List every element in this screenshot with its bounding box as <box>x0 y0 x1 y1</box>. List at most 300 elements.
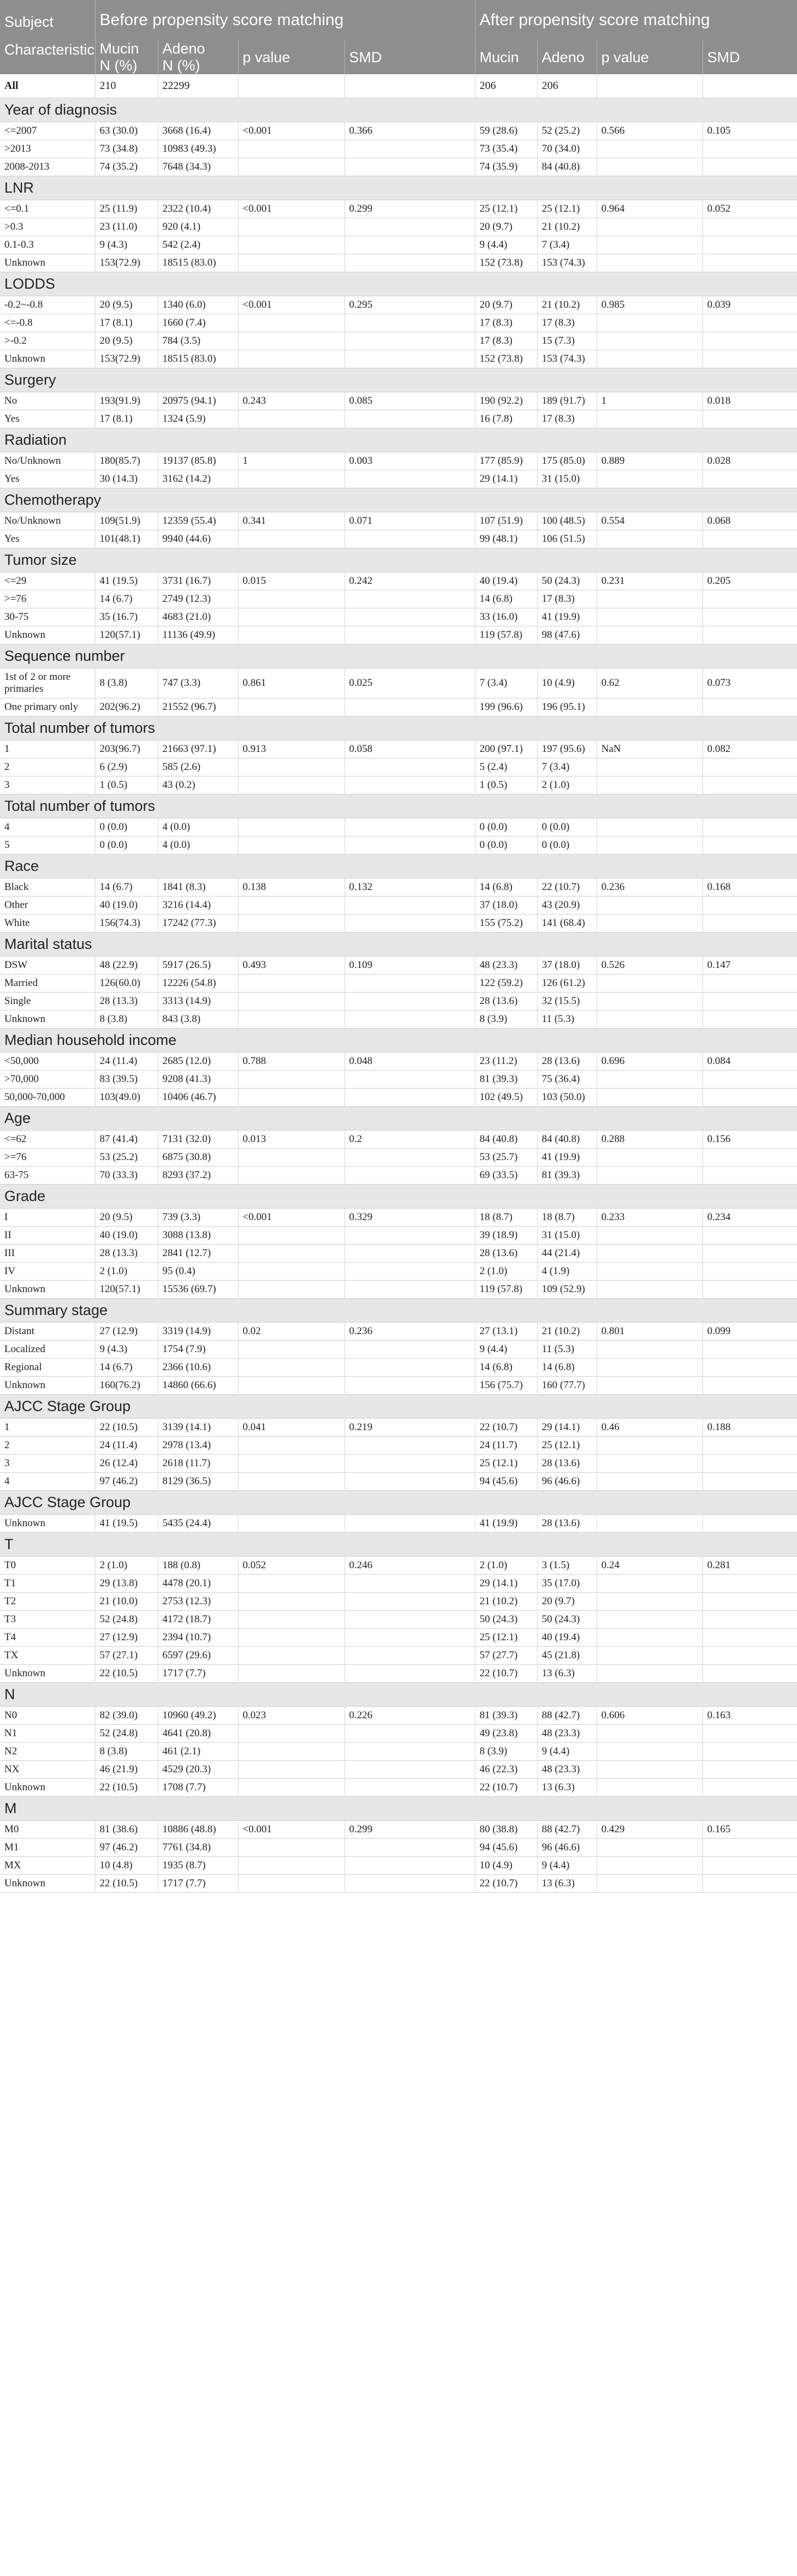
smd-after-cell <box>703 896 797 915</box>
p-value-after-cell: NaN <box>597 740 703 758</box>
table-row <box>0 740 797 758</box>
smd-before-cell <box>344 254 475 272</box>
characteristic-cell: Married <box>0 975 95 993</box>
characteristic-cell: <50,000 <box>0 1053 95 1071</box>
mucin-after-cell: 16 (7.8) <box>475 410 537 428</box>
mucin-after-cell: 25 (12.1) <box>475 200 537 218</box>
mucin-after-cell: 2 (1.0) <box>475 1557 537 1575</box>
section-label: AJCC Stage Group <box>0 1491 797 1515</box>
mucin-after-cell: 81 (39.3) <box>475 1071 537 1089</box>
table-row <box>0 1839 797 1857</box>
adeno-before-cell: 920 (4.1) <box>158 218 238 236</box>
smd-after-cell <box>703 332 797 350</box>
characteristic-cell: >70,000 <box>0 1071 95 1089</box>
table-row <box>0 1611 797 1629</box>
smd-after-cell <box>703 1515 797 1533</box>
adeno-after-cell: 18 (8.7) <box>537 1209 597 1227</box>
smd-after-cell <box>703 1575 797 1593</box>
adeno-after-cell: 106 (51.5) <box>537 530 597 548</box>
p-value-after-cell <box>597 1245 703 1263</box>
smd-before-cell <box>344 698 475 716</box>
smd-before-cell <box>344 314 475 332</box>
adeno-after-cell: 70 (34.0) <box>537 140 597 158</box>
mucin-after-cell: 122 (59.2) <box>475 975 537 993</box>
mucin-after-cell: 74 (35.9) <box>475 158 537 176</box>
table-row <box>0 878 797 896</box>
p-value-after-cell <box>597 1575 703 1593</box>
p-value-before-cell <box>238 896 344 915</box>
p-value-before-cell: 0.052 <box>238 1557 344 1575</box>
smd-after-cell: 0.156 <box>703 1131 797 1149</box>
smd-before-cell: 0.236 <box>344 1323 475 1341</box>
column-header-adeno-before: Adeno N (%) <box>158 40 238 74</box>
table-row <box>0 1263 797 1281</box>
p-value-after-cell <box>597 1071 703 1089</box>
table-row <box>0 1875 797 1893</box>
mucin-before-cell: 27 (12.9) <box>95 1323 158 1341</box>
adeno-before-cell: 542 (2.4) <box>158 236 238 254</box>
adeno-after-cell: 13 (6.3) <box>537 1665 597 1683</box>
table-row <box>0 1665 797 1683</box>
adeno-after-cell: 7 (3.4) <box>537 236 597 254</box>
characteristic-cell: <=62 <box>0 1131 95 1149</box>
section-header-row <box>0 933 797 957</box>
p-value-after-cell <box>597 1263 703 1281</box>
smd-before-cell: 0.219 <box>344 1419 475 1437</box>
smd-before-cell: 0.295 <box>344 296 475 314</box>
smd-before-cell <box>344 74 475 98</box>
table-row <box>0 1557 797 1575</box>
characteristic-cell: NX <box>0 1761 95 1779</box>
section-header-row <box>0 488 797 512</box>
adeno-after-cell: 7 (3.4) <box>537 758 597 776</box>
section-header-row <box>0 368 797 392</box>
mucin-before-cell: 8 (3.8) <box>95 1011 158 1029</box>
mucin-before-cell: 28 (13.3) <box>95 993 158 1011</box>
mucin-before-cell: 41 (19.5) <box>95 572 158 590</box>
adeno-after-cell: 75 (36.4) <box>537 1071 597 1089</box>
smd-after-cell <box>703 1437 797 1455</box>
mucin-after-cell: 0 (0.0) <box>475 836 537 854</box>
p-value-after-cell <box>597 1011 703 1029</box>
mucin-after-cell: 57 (27.7) <box>475 1647 537 1665</box>
smd-after-cell: 0.039 <box>703 296 797 314</box>
adeno-before-cell: 7648 (34.3) <box>158 158 238 176</box>
adeno-before-cell: 9208 (41.3) <box>158 1071 238 1089</box>
smd-after-cell: 0.099 <box>703 1323 797 1341</box>
mucin-after-cell: 9 (4.4) <box>475 236 537 254</box>
adeno-after-cell: 88 (42.7) <box>537 1821 597 1839</box>
smd-after-cell <box>703 254 797 272</box>
mucin-after-cell: 21 (10.2) <box>475 1593 537 1611</box>
p-value-before-cell <box>238 1281 344 1299</box>
p-value-after-cell: 1 <box>597 392 703 410</box>
smd-after-cell: 0.105 <box>703 122 797 140</box>
characteristic-cell: Localized <box>0 1341 95 1359</box>
mucin-after-cell: 102 (49.5) <box>475 1089 537 1107</box>
mucin-after-cell: 22 (10.7) <box>475 1779 537 1797</box>
p-value-before-cell: <0.001 <box>238 1821 344 1839</box>
adeno-after-cell: 81 (39.3) <box>537 1167 597 1185</box>
p-value-after-cell: 0.566 <box>597 122 703 140</box>
smd-before-cell <box>344 1665 475 1683</box>
adeno-before-cell: 585 (2.6) <box>158 758 238 776</box>
smd-after-cell <box>703 1875 797 1893</box>
group-header-before: Before propensity score matching <box>95 0 475 40</box>
mucin-after-cell: 155 (75.2) <box>475 915 537 933</box>
characteristic-cell: III <box>0 1245 95 1263</box>
p-value-after-cell <box>597 1647 703 1665</box>
p-value-before-cell <box>238 254 344 272</box>
mucin-before-cell: 22 (10.5) <box>95 1665 158 1683</box>
mucin-before-cell: 10 (4.8) <box>95 1857 158 1875</box>
characteristic-cell: Regional <box>0 1359 95 1377</box>
characteristic-cell: <=-0.8 <box>0 314 95 332</box>
p-value-after-cell: 0.24 <box>597 1557 703 1575</box>
adeno-before-cell: 2749 (12.3) <box>158 590 238 608</box>
adeno-before-cell: 1841 (8.3) <box>158 878 238 896</box>
table-row <box>0 1323 797 1341</box>
smd-before-cell <box>344 1857 475 1875</box>
smd-after-cell <box>703 1245 797 1263</box>
mucin-before-cell: 87 (41.4) <box>95 1131 158 1149</box>
column-header-p-value-before: p value <box>238 40 344 74</box>
p-value-after-cell <box>597 1593 703 1611</box>
section-label: M <box>0 1797 797 1821</box>
adeno-after-cell: 9 (4.4) <box>537 1857 597 1875</box>
smd-after-cell: 0.084 <box>703 1053 797 1071</box>
table-row <box>0 1743 797 1761</box>
adeno-before-cell: 14860 (66.6) <box>158 1377 238 1395</box>
adeno-before-cell: 1324 (5.9) <box>158 410 238 428</box>
characteristic-cell: Black <box>0 878 95 896</box>
adeno-after-cell: 22 (10.7) <box>537 878 597 896</box>
p-value-before-cell: 0.861 <box>238 668 344 698</box>
p-value-before-cell <box>238 1725 344 1743</box>
table-row <box>0 1377 797 1395</box>
characteristic-cell: One primary only <box>0 698 95 716</box>
mucin-after-cell: 28 (13.6) <box>475 1245 537 1263</box>
table-row <box>0 1707 797 1725</box>
adeno-before-cell: 1340 (6.0) <box>158 296 238 314</box>
table-row <box>0 957 797 975</box>
p-value-before-cell <box>238 158 344 176</box>
p-value-after-cell <box>597 1725 703 1743</box>
adeno-after-cell: 153 (74.3) <box>537 350 597 368</box>
adeno-after-cell: 96 (46.6) <box>537 1473 597 1491</box>
characteristic-cell: >=76 <box>0 1149 95 1167</box>
table-row <box>0 1515 797 1533</box>
mucin-before-cell: 20 (9.5) <box>95 296 158 314</box>
mucin-before-cell: 22 (10.5) <box>95 1419 158 1437</box>
p-value-after-cell <box>597 818 703 836</box>
adeno-before-cell: 7131 (32.0) <box>158 1131 238 1149</box>
table-row <box>0 158 797 176</box>
p-value-before-cell <box>238 698 344 716</box>
p-value-before-cell <box>238 350 344 368</box>
mucin-after-cell: 1 (0.5) <box>475 776 537 794</box>
p-value-before-cell: 0.013 <box>238 1131 344 1149</box>
table-row <box>0 140 797 158</box>
p-value-before-cell <box>238 1245 344 1263</box>
mucin-before-cell: 35 (16.7) <box>95 608 158 626</box>
mucin-before-cell: 153(72.9) <box>95 350 158 368</box>
adeno-after-cell: 50 (24.3) <box>537 572 597 590</box>
characteristic-cell: >=76 <box>0 590 95 608</box>
adeno-before-cell: 3216 (14.4) <box>158 896 238 915</box>
adeno-after-cell: 28 (13.6) <box>537 1455 597 1473</box>
mucin-before-cell: 156(74.3) <box>95 915 158 933</box>
smd-before-cell <box>344 1611 475 1629</box>
characteristic-cell: 1st of 2 or more primaries <box>0 668 95 698</box>
p-value-before-cell <box>238 1473 344 1491</box>
table-row <box>0 1779 797 1797</box>
adeno-after-cell: 21 (10.2) <box>537 218 597 236</box>
characteristic-cell: No/Unknown <box>0 452 95 470</box>
p-value-after-cell: 0.236 <box>597 878 703 896</box>
mucin-before-cell: 52 (24.8) <box>95 1725 158 1743</box>
p-value-after-cell <box>597 410 703 428</box>
table-row <box>0 1575 797 1593</box>
table-row <box>0 1473 797 1491</box>
mucin-after-cell: 2 (1.0) <box>475 1263 537 1281</box>
p-value-after-cell: 0.233 <box>597 1209 703 1227</box>
p-value-before-cell: 0.138 <box>238 878 344 896</box>
mucin-after-cell: 0 (0.0) <box>475 818 537 836</box>
mucin-before-cell: 20 (9.5) <box>95 332 158 350</box>
adeno-after-cell: 11 (5.3) <box>537 1341 597 1359</box>
table-row <box>0 314 797 332</box>
smd-before-cell: 0.2 <box>344 1131 475 1149</box>
p-value-before-cell <box>238 1011 344 1029</box>
p-value-before-cell <box>238 1779 344 1797</box>
p-value-before-cell <box>238 993 344 1011</box>
characteristic-cell: DSW <box>0 957 95 975</box>
characteristic-cell: White <box>0 915 95 933</box>
section-label: Total number of tumors <box>0 794 797 818</box>
adeno-before-cell: 10406 (46.7) <box>158 1089 238 1107</box>
adeno-after-cell: 84 (40.8) <box>537 1131 597 1149</box>
smd-after-cell <box>703 140 797 158</box>
smd-after-cell: 0.188 <box>703 1419 797 1437</box>
smd-before-cell <box>344 1875 475 1893</box>
adeno-after-cell: 17 (8.3) <box>537 590 597 608</box>
mucin-before-cell: 14 (6.7) <box>95 1359 158 1377</box>
mucin-before-cell: 6 (2.9) <box>95 758 158 776</box>
mucin-before-cell: 17 (8.1) <box>95 314 158 332</box>
p-value-after-cell <box>597 1515 703 1533</box>
smd-before-cell <box>344 993 475 1011</box>
mucin-before-cell: 109(51.9) <box>95 512 158 530</box>
p-value-before-cell <box>238 1611 344 1629</box>
smd-before-cell: 0.242 <box>344 572 475 590</box>
smd-after-cell: 0.205 <box>703 572 797 590</box>
adeno-after-cell: 153 (74.3) <box>537 254 597 272</box>
p-value-before-cell <box>238 218 344 236</box>
mucin-after-cell: 25 (12.1) <box>475 1455 537 1473</box>
adeno-before-cell: 747 (3.3) <box>158 668 238 698</box>
column-header-p-value-after: p value <box>597 40 703 74</box>
p-value-before-cell: <0.001 <box>238 1209 344 1227</box>
mucin-after-cell: 22 (10.7) <box>475 1665 537 1683</box>
smd-after-cell <box>703 1011 797 1029</box>
mucin-before-cell: 81 (38.6) <box>95 1821 158 1839</box>
adeno-after-cell: 103 (50.0) <box>537 1089 597 1107</box>
mucin-before-cell: 40 (19.0) <box>95 1227 158 1245</box>
p-value-after-cell <box>597 236 703 254</box>
p-value-after-cell <box>597 350 703 368</box>
p-value-after-cell: 0.606 <box>597 1707 703 1725</box>
adeno-after-cell: 41 (19.9) <box>537 1149 597 1167</box>
smd-after-cell: 0.165 <box>703 1821 797 1839</box>
p-value-after-cell: 0.964 <box>597 200 703 218</box>
adeno-before-cell: 5917 (26.5) <box>158 957 238 975</box>
p-value-after-cell <box>597 1227 703 1245</box>
table-row <box>0 776 797 794</box>
mucin-after-cell: 10 (4.9) <box>475 1857 537 1875</box>
table-row <box>0 975 797 993</box>
characteristic-cell: <=29 <box>0 572 95 590</box>
adeno-before-cell: 4641 (20.8) <box>158 1725 238 1743</box>
mucin-before-cell: 22 (10.5) <box>95 1779 158 1797</box>
mucin-before-cell: 46 (21.9) <box>95 1761 158 1779</box>
section-header-row <box>0 794 797 818</box>
characteristic-cell: Yes <box>0 530 95 548</box>
p-value-before-cell: 0.041 <box>238 1419 344 1437</box>
p-value-after-cell <box>597 1089 703 1107</box>
section-label: Age <box>0 1107 797 1131</box>
characteristic-cell: >0.3 <box>0 218 95 236</box>
section-header-row <box>0 854 797 878</box>
p-value-before-cell <box>238 74 344 98</box>
mucin-after-cell: 20 (9.7) <box>475 218 537 236</box>
table-row <box>0 626 797 644</box>
p-value-before-cell: <0.001 <box>238 296 344 314</box>
characteristic-cell: N0 <box>0 1707 95 1725</box>
smd-after-cell: 0.168 <box>703 878 797 896</box>
adeno-before-cell: 461 (2.1) <box>158 1743 238 1761</box>
smd-after-cell <box>703 1377 797 1395</box>
characteristic-cell: MX <box>0 1857 95 1875</box>
smd-before-cell <box>344 1629 475 1647</box>
smd-after-cell <box>703 836 797 854</box>
adeno-before-cell: 5435 (24.4) <box>158 1515 238 1533</box>
characteristic-cell: 0.1-0.3 <box>0 236 95 254</box>
table-row <box>0 590 797 608</box>
characteristic-cell: 5 <box>0 836 95 854</box>
characteristic-cell: -0.2~-0.8 <box>0 296 95 314</box>
section-header-row <box>0 1299 797 1323</box>
adeno-after-cell: 40 (19.4) <box>537 1629 597 1647</box>
adeno-after-cell: 11 (5.3) <box>537 1011 597 1029</box>
adeno-after-cell: 13 (6.3) <box>537 1875 597 1893</box>
smd-after-cell <box>703 1593 797 1611</box>
p-value-after-cell <box>597 74 703 98</box>
p-value-before-cell <box>238 1647 344 1665</box>
adeno-after-cell: 20 (9.7) <box>537 1593 597 1611</box>
p-value-before-cell <box>238 1089 344 1107</box>
p-value-after-cell <box>597 1455 703 1473</box>
p-value-after-cell <box>597 314 703 332</box>
adeno-before-cell: 12226 (54.8) <box>158 975 238 993</box>
subject-column-header <box>0 0 95 40</box>
smd-before-cell <box>344 1377 475 1395</box>
mucin-after-cell: 22 (10.7) <box>475 1419 537 1437</box>
adeno-after-cell: 2 (1.0) <box>537 776 597 794</box>
adeno-after-cell: 32 (15.5) <box>537 993 597 1011</box>
smd-after-cell <box>703 975 797 993</box>
p-value-after-cell <box>597 1437 703 1455</box>
p-value-before-cell <box>238 1341 344 1359</box>
adeno-before-cell: 1708 (7.7) <box>158 1779 238 1797</box>
smd-before-cell <box>344 836 475 854</box>
adeno-before-cell: 2322 (10.4) <box>158 200 238 218</box>
adeno-before-cell: 17242 (77.3) <box>158 915 238 933</box>
smd-before-cell <box>344 1071 475 1089</box>
adeno-before-cell: 3313 (14.9) <box>158 993 238 1011</box>
smd-after-cell: 0.052 <box>703 200 797 218</box>
characteristic-cell: 3 <box>0 776 95 794</box>
section-label: AJCC Stage Group <box>0 1395 797 1419</box>
section-header-row <box>0 1107 797 1131</box>
characteristic-cell: Yes <box>0 470 95 488</box>
table-row <box>0 1167 797 1185</box>
smd-before-cell: 0.085 <box>344 392 475 410</box>
smd-before-cell <box>344 530 475 548</box>
characteristic-cell: 30-75 <box>0 608 95 626</box>
mucin-before-cell: 193(91.9) <box>95 392 158 410</box>
table-row <box>0 236 797 254</box>
mucin-after-cell: 20 (9.7) <box>475 296 537 314</box>
smd-before-cell: 0.048 <box>344 1053 475 1071</box>
mucin-before-cell: 1 (0.5) <box>95 776 158 794</box>
adeno-after-cell: 197 (95.6) <box>537 740 597 758</box>
p-value-after-cell <box>597 776 703 794</box>
mucin-before-cell: 153(72.9) <box>95 254 158 272</box>
mucin-before-cell: 180(85.7) <box>95 452 158 470</box>
column-header-row <box>0 40 797 74</box>
p-value-before-cell <box>238 1455 344 1473</box>
mucin-after-cell: 107 (51.9) <box>475 512 537 530</box>
p-value-before-cell <box>238 1437 344 1455</box>
section-label: Chemotherapy <box>0 488 797 512</box>
table-row <box>0 1209 797 1227</box>
smd-after-cell <box>703 470 797 488</box>
smd-after-cell <box>703 1611 797 1629</box>
table-row <box>0 1227 797 1245</box>
mucin-before-cell: 24 (11.4) <box>95 1437 158 1455</box>
adeno-after-cell: 98 (47.6) <box>537 626 597 644</box>
adeno-before-cell: 4478 (20.1) <box>158 1575 238 1593</box>
mucin-before-cell: 14 (6.7) <box>95 590 158 608</box>
smd-after-cell <box>703 74 797 98</box>
table-row <box>0 1857 797 1875</box>
smd-before-cell: 0.329 <box>344 1209 475 1227</box>
adeno-before-cell: 95 (0.4) <box>158 1263 238 1281</box>
smd-before-cell <box>344 1473 475 1491</box>
p-value-before-cell <box>238 1227 344 1245</box>
adeno-before-cell: 843 (3.8) <box>158 1011 238 1029</box>
adeno-before-cell: 3319 (14.9) <box>158 1323 238 1341</box>
mucin-after-cell: 119 (57.8) <box>475 626 537 644</box>
p-value-before-cell <box>238 1875 344 1893</box>
characteristic-cell: Single <box>0 993 95 1011</box>
p-value-before-cell <box>238 758 344 776</box>
section-label: Total number of tumors <box>0 716 797 740</box>
section-label: LNR <box>0 176 797 200</box>
adeno-after-cell: 21 (10.2) <box>537 296 597 314</box>
smd-after-cell: 0.281 <box>703 1557 797 1575</box>
